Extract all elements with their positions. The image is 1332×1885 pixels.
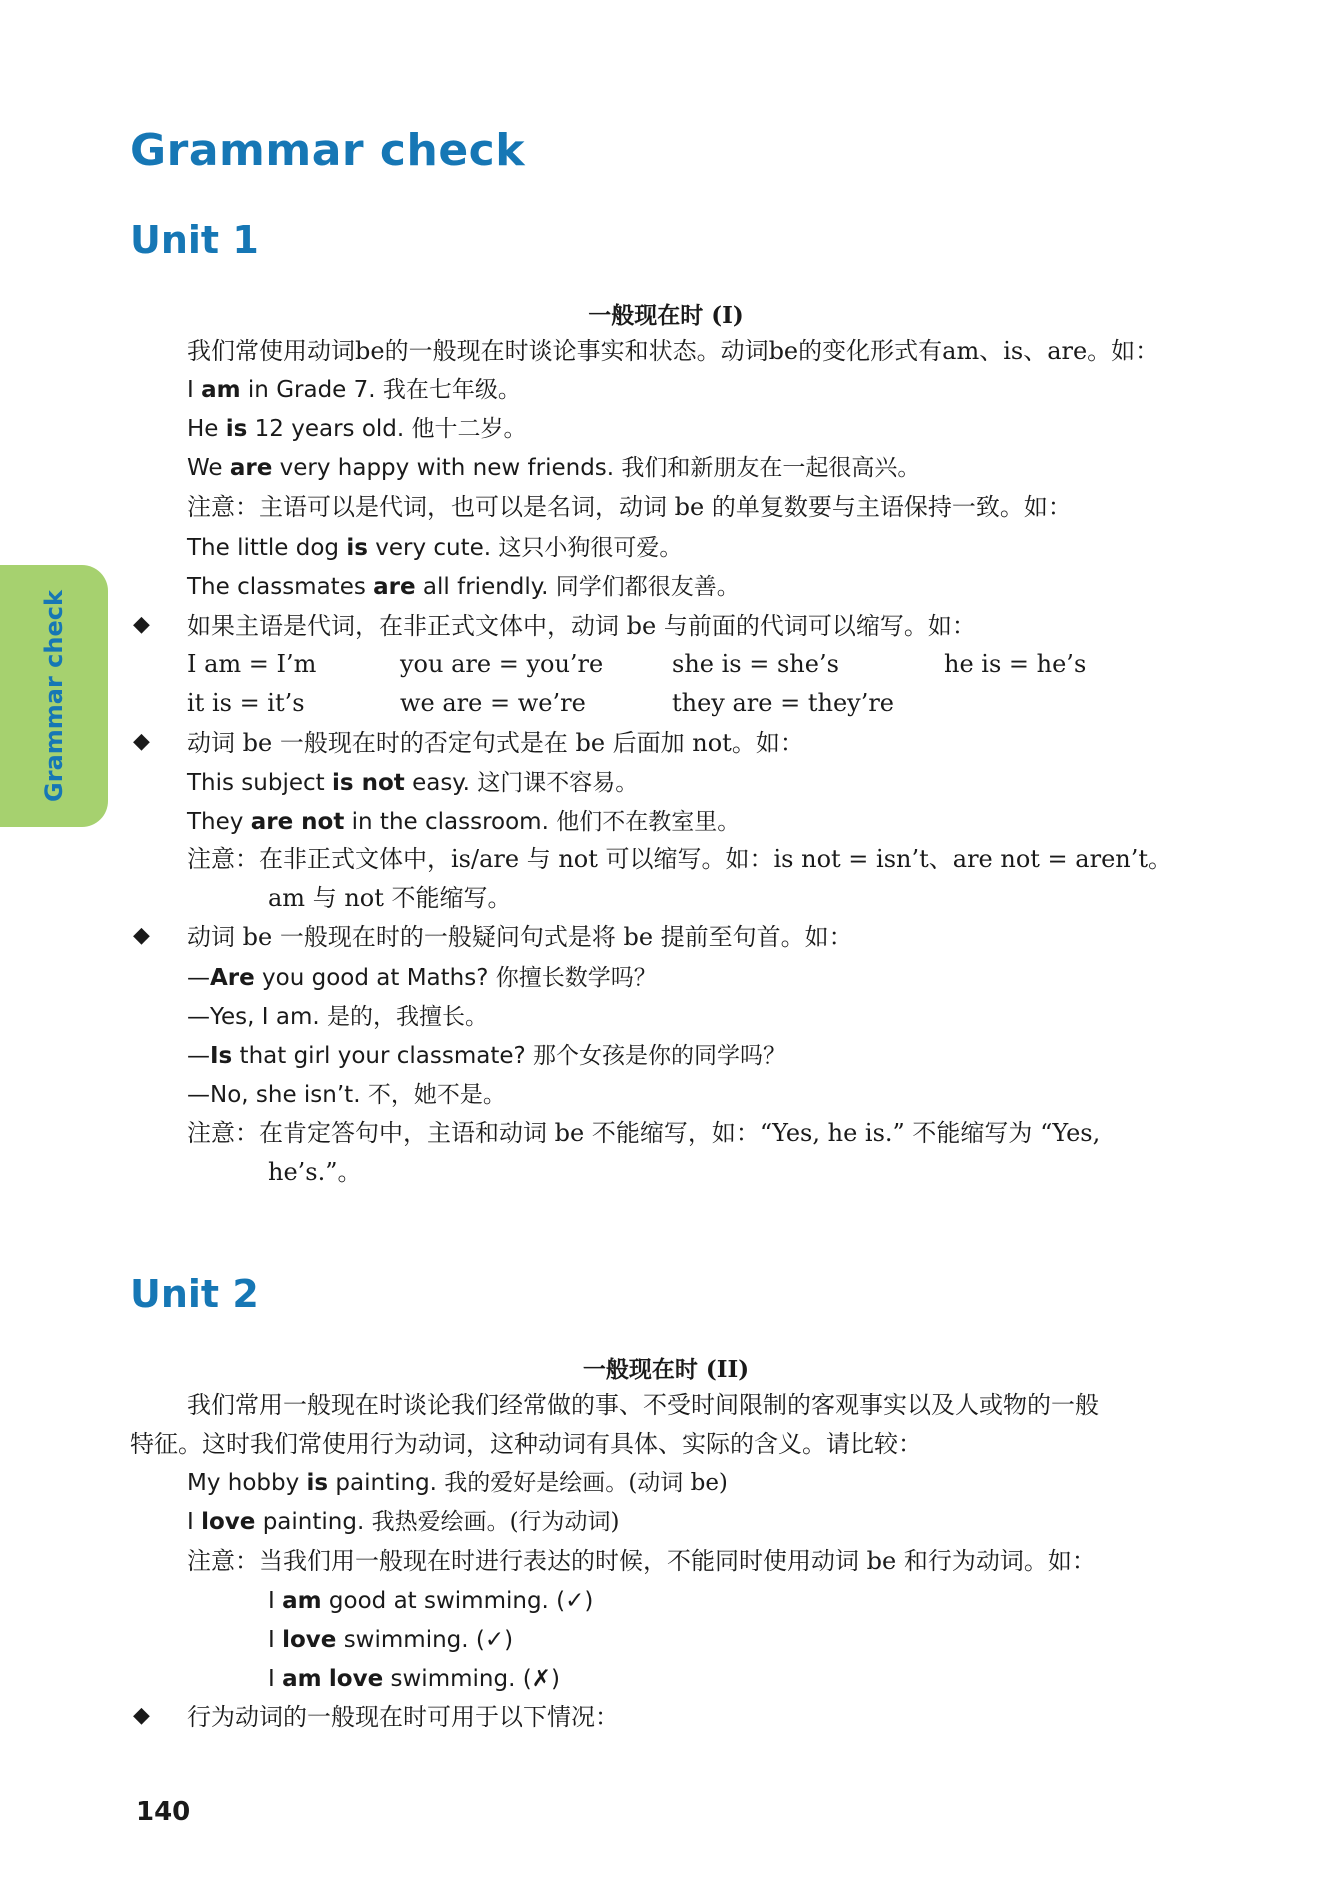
- side-tab-label: Grammar check: [40, 590, 69, 802]
- unit1-note-2: 注意：在非正式文体中，is/are 与 not 可以缩写。如：is not = isn’t、are not = aren’t。: [187, 845, 1173, 873]
- contraction-item: it is = it’s: [187, 689, 305, 717]
- unit2-heading: Unit 2: [130, 1272, 259, 1316]
- unit2-note: 注意：当我们用一般现在时进行表达的时候，不能同时使用动词 be 和行为动词。如：: [187, 1547, 1096, 1575]
- unit1-example-3: We are very happy with new friends. 我们和新朋友在一起很高兴。: [187, 455, 921, 481]
- unit2-example-5: I am love swimming. (✗): [268, 1666, 560, 1692]
- unit1-example-5: The classmates are all friendly. 同学们都很友善。: [187, 574, 740, 600]
- unit1-note-3: 注意：在肯定答句中，主语和动词 be 不能缩写，如：“Yes, he is.” 不能缩写为 “Yes,: [187, 1119, 1101, 1147]
- unit1-intro: 我们常使用动词be的一般现在时谈论事实和状态。动词be的变化形式有am、is、are。如：: [187, 337, 1160, 365]
- unit1-point-2: 动词 be 一般现在时的否定句式是在 be 后面加 not。如：: [187, 729, 804, 757]
- unit1-point-3: 动词 be 一般现在时的一般疑问句式是将 be 提前至句首。如：: [187, 923, 853, 951]
- unit1-example-4: The little dog is very cute. 这只小狗很可爱。: [187, 535, 683, 561]
- bullet-icon: ◆: [133, 729, 150, 754]
- unit2-point-1: 行为动词的一般现在时可用于以下情况：: [187, 1703, 619, 1731]
- page-number: 140: [136, 1797, 191, 1827]
- contraction-item: he is = he’s: [944, 650, 1087, 678]
- unit1-example-11: —No, she isn’t. 不，她不是。: [187, 1082, 506, 1108]
- unit2-example-2: I love painting. 我热爱绘画。(行为动词): [187, 1509, 620, 1535]
- unit2-intro: 我们常用一般现在时谈论我们经常做的事、不受时间限制的客观事实以及人或物的一般: [187, 1391, 1099, 1419]
- contraction-item: we are = we’re: [400, 689, 586, 717]
- unit2-example-4: I love swimming. (✓): [268, 1627, 514, 1653]
- unit1-example-9: —Yes, I am. 是的，我擅长。: [187, 1004, 488, 1030]
- contraction-item: she is = she’s: [672, 650, 839, 678]
- unit2-example-3: I am good at swimming. (✓): [268, 1588, 594, 1614]
- bullet-icon: ◆: [133, 612, 150, 637]
- side-tab: [0, 565, 108, 827]
- unit1-example-6: This subject is not easy. 这门课不容易。: [187, 770, 639, 796]
- unit2-intro-cont: 特征。这时我们常使用行为动词，这种动词有具体、实际的含义。请比较：: [130, 1430, 922, 1458]
- unit1-note-3-cont: he’s.”。: [268, 1158, 362, 1186]
- contraction-item: you are = you’re: [400, 650, 604, 678]
- unit1-example-2: He is 12 years old. 他十二岁。: [187, 416, 527, 442]
- unit1-section-title: 一般现在时 (I): [588, 302, 744, 329]
- unit1-example-8: —Are you good at Maths? 你擅长数学吗？: [187, 965, 657, 991]
- unit1-example-1: I am in Grade 7. 我在七年级。: [187, 377, 521, 403]
- bullet-icon: ◆: [133, 1703, 150, 1728]
- unit1-point-1: 如果主语是代词，在非正式文体中，动词 be 与前面的代词可以缩写。如：: [187, 612, 976, 640]
- bullet-icon: ◆: [133, 923, 150, 948]
- unit1-example-10: —Is that girl your classmate? 那个女孩是你的同学吗？: [187, 1043, 787, 1069]
- unit1-example-7: They are not in the classroom. 他们不在教室里。: [187, 809, 741, 835]
- unit1-heading: Unit 1: [130, 218, 259, 262]
- unit1-note-2-cont: am 与 not 不能缩写。: [268, 884, 512, 912]
- unit2-section-title: 一般现在时 (II): [582, 1356, 750, 1383]
- contraction-item: I am = I’m: [187, 650, 317, 678]
- contraction-item: they are = they’re: [672, 689, 895, 717]
- page-title: Grammar check: [130, 125, 526, 176]
- unit1-note-1: 注意：主语可以是代词，也可以是名词，动词 be 的单复数要与主语保持一致。如：: [187, 493, 1072, 521]
- unit2-example-1: My hobby is painting. 我的爱好是绘画。(动词 be): [187, 1470, 728, 1496]
